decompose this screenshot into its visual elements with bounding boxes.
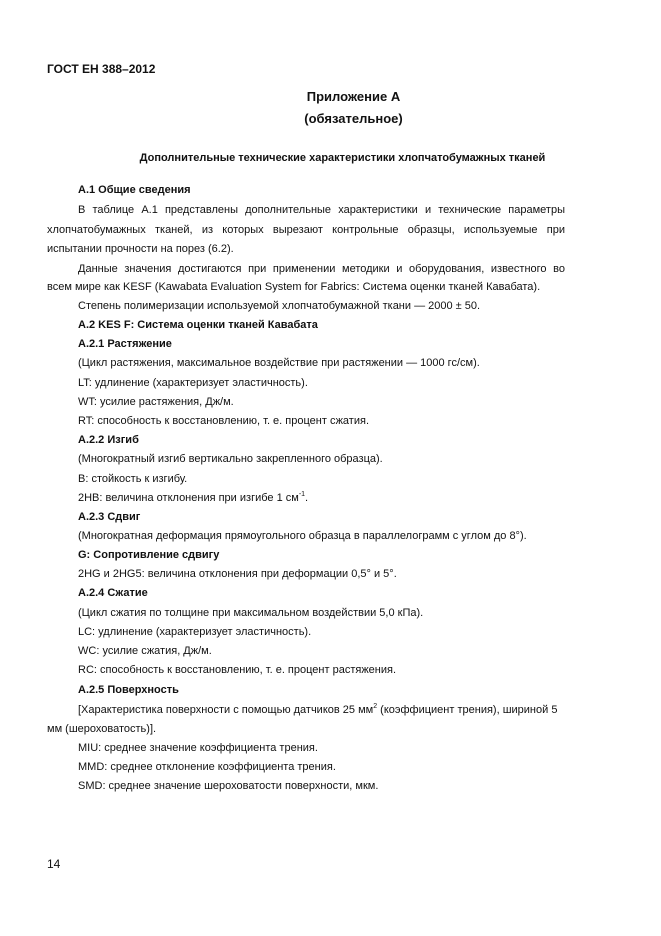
paragraph-line: [Характеристика поверхности с помощью датчиков 25 $мм^2$ (коэффициент трения), шириной 5 xyxy=(78,703,558,716)
appendix-status: (обязательное) xyxy=(304,111,403,126)
paragraph-line: 2HG и 2HG5: величина отклонения при деформации 0,5° и 5°. xyxy=(78,568,397,580)
paragraph-line: MIU: среднее значение коэффициента трения. xyxy=(78,742,318,754)
paragraph-line: LC: удлинение (характеризует эластичность). xyxy=(78,626,312,638)
paragraph-line: SMD: среднее значение шероховатости поверхности, мкм. xyxy=(78,780,379,792)
paragraph-line: В: стойкость к изгибу. xyxy=(78,473,188,485)
heading-a2-1: А.2.1 Растяжение xyxy=(78,338,172,350)
paragraph-line: хлопчатобумажных тканей, из которых вырезают контрольные образцы, используемые при xyxy=(47,224,565,236)
paragraph-line: (Цикл сжатия по толщине при максимальном воздействии 5,0 кПа). xyxy=(78,607,424,619)
section-title: Дополнительные технические характеристики хлопчатобумажных тканей xyxy=(139,152,546,164)
heading-a1: А.1 Общие сведения xyxy=(78,184,191,196)
superscript: 2 xyxy=(373,703,378,710)
subheading-shear: G: Сопротивление сдвигу xyxy=(78,549,220,561)
page-number: 14 xyxy=(47,857,61,871)
paragraph-line: LT: удлинение (характеризует эластичность). xyxy=(78,377,308,389)
paragraph-line: RC: способность к восстановлению, т. е. процент растяжения. xyxy=(78,664,397,676)
paragraph-line: мм (шероховатость)]. xyxy=(47,723,157,735)
paragraph-line: (Цикл растяжения, максимальное воздействие при растяжении — 1000 гс/см). xyxy=(78,357,480,369)
superscript: -1 xyxy=(298,491,306,498)
paragraph-line: всем мире как KESF (Kawabata Evaluation System for Fabrics: Система оценки тканей Кавабата). xyxy=(47,281,541,293)
paragraph-line: 2НВ: величина отклонения при изгибе 1 $см^{-1}$. xyxy=(78,491,309,504)
heading-a2-3: А.2.3 Сдвиг xyxy=(78,511,141,523)
paragraph-line: MMD: среднее отклонение коэффициента трения. xyxy=(78,761,336,773)
heading-a2-4: А.2.4 Сжатие xyxy=(78,587,148,599)
heading-a2-5: А.2.5 Поверхность xyxy=(78,684,179,696)
paragraph-line: (Многократная деформация прямоугольного образца в параллелограмм с углом до 8°). xyxy=(78,530,527,542)
paragraph-line: (Многократный изгиб вертикально закрепленного образца). xyxy=(78,453,383,465)
paragraph-line: Степень полимеризации используемой хлопчатобумажной ткани — 2000 ± 50. xyxy=(78,300,481,312)
heading-a2: А.2 KES F: Система оценки тканей Кавабата xyxy=(78,319,318,331)
paragraph-line: RT: способность к восстановлению, т. е. процент сжатия. xyxy=(78,415,370,427)
paragraph-line: Данные значения достигаются при применении методики и оборудования, известного во xyxy=(78,263,565,275)
standard-designation: ГОСТ ЕН 388–2012 xyxy=(47,62,156,76)
paragraph-line: испытании прочности на порез (6.2). xyxy=(47,243,234,255)
appendix-title: Приложение А xyxy=(306,89,401,104)
paragraph-line: WC: усилие сжатия, Дж/м. xyxy=(78,645,212,657)
paragraph-line: В таблице А.1 представлены дополнительные характеристики и технические параметры xyxy=(78,204,565,216)
paragraph-line: WT: усилие растяжения, Дж/м. xyxy=(78,396,234,408)
heading-a2-2: А.2.2 Изгиб xyxy=(78,434,139,446)
